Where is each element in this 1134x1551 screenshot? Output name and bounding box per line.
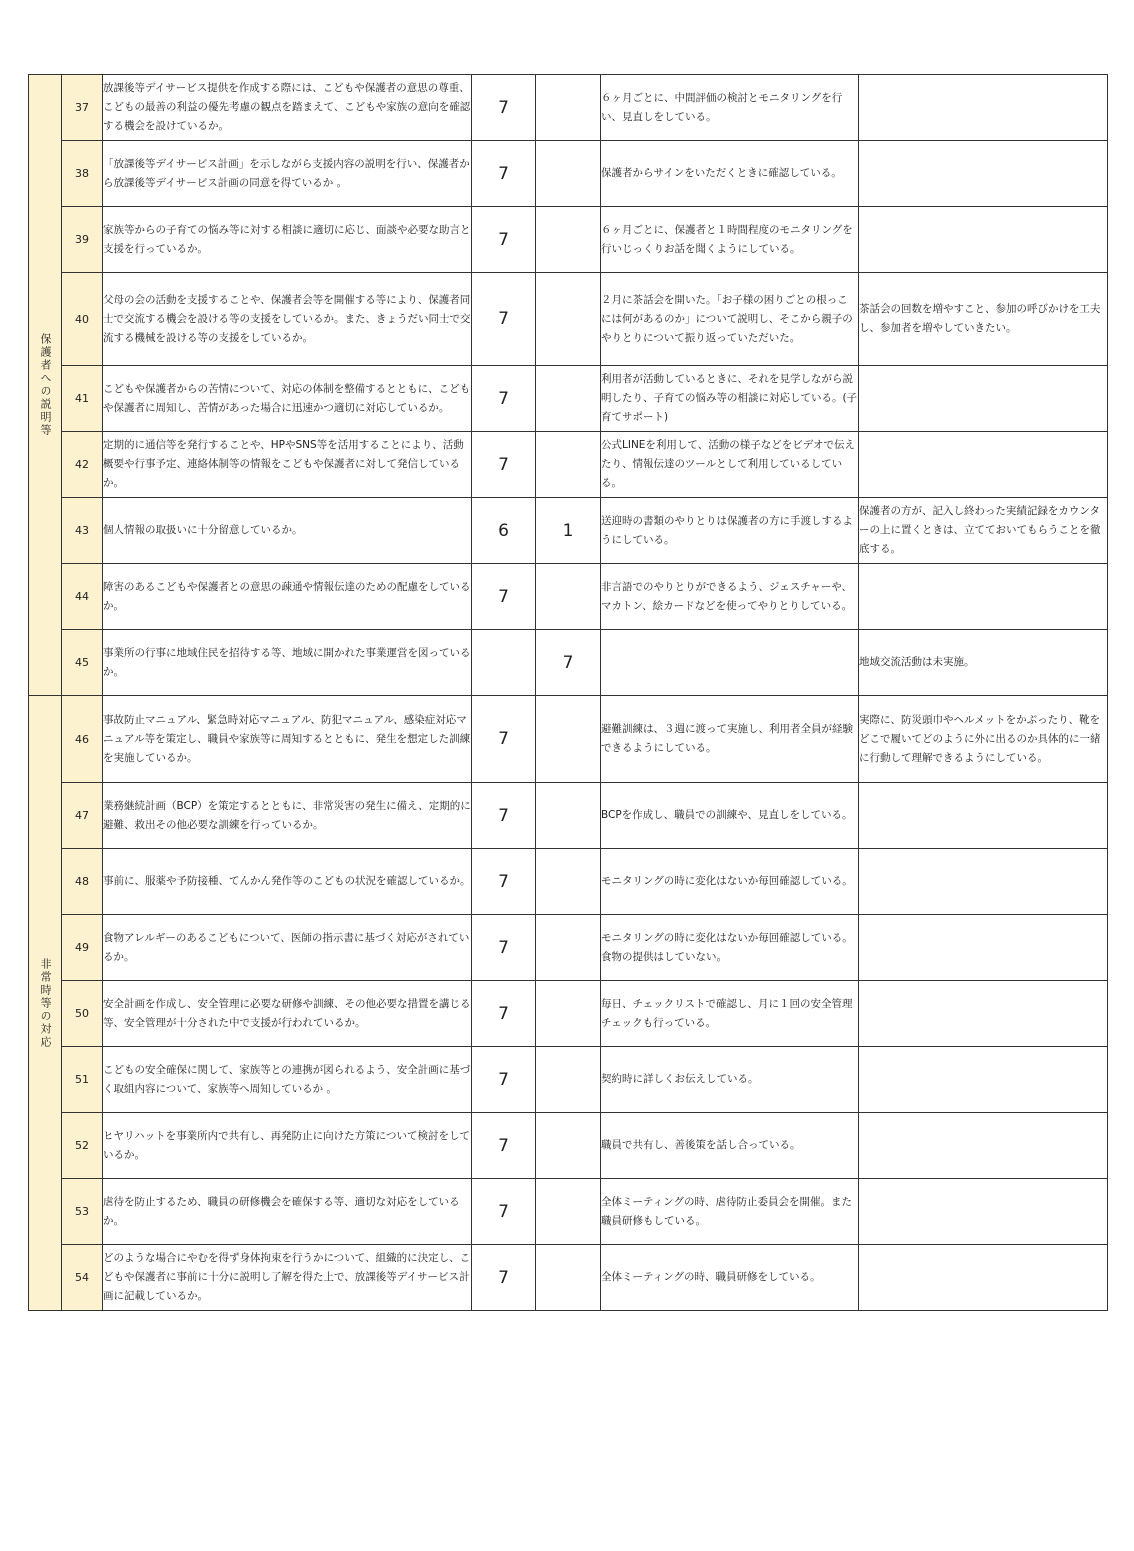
table-row bbox=[29, 849, 1108, 915]
action-text: 職員で共有し、善後策を話し合っている。 bbox=[601, 1113, 859, 1179]
action-text: モニタリングの時に変化はないか毎回確認している。 bbox=[601, 849, 859, 915]
no-count bbox=[536, 432, 601, 498]
table-row bbox=[29, 1179, 1108, 1245]
table-row bbox=[29, 783, 1108, 849]
item-number: 39 bbox=[62, 207, 103, 273]
action-text: 非言語でのやりとりができるよう、ジェスチャーや、マカトン、絵カードなどを使ってやりとりしている。 bbox=[601, 564, 859, 630]
question-text: 事前に、服薬や予防接種、てんかん発作等のこどもの状況を確認しているか。 bbox=[103, 849, 472, 915]
improvement-text: 保護者の方が、記入し終わった実績記録をカウンターの上に置くときは、立てておいてもらうことを徹底する。 bbox=[859, 498, 1108, 564]
question-text: 「放課後等デイサービス計画」を示しながら支援内容の説明を行い、保護者から放課後等デイサービス計画の同意を得ているか 。 bbox=[103, 141, 472, 207]
action-text: 公式LINEを利用して、活動の様子などをビデオで伝えたり、情報伝達のツールとして利用しているしている。 bbox=[601, 432, 859, 498]
action-text: 全体ミーティングの時、職員研修をしている。 bbox=[601, 1245, 859, 1311]
item-number: 50 bbox=[62, 981, 103, 1047]
improvement-text bbox=[859, 981, 1108, 1047]
action-text: 利用者が活動しているときに、それを見学しながら説明したり、子育ての悩み等の相談に対応している。(子育てサポート) bbox=[601, 366, 859, 432]
question-text: 虐待を防止するため、職員の研修機会を確保する等、適切な対応をしているか。 bbox=[103, 1179, 472, 1245]
action-text: モニタリングの時に変化はないか毎回確認している。食物の提供はしていない。 bbox=[601, 915, 859, 981]
table-row bbox=[29, 1047, 1108, 1113]
improvement-text bbox=[859, 141, 1108, 207]
question-text: 父母の会の活動を支援することや、保護者会等を開催する等により、保護者同士で交流する機会を設ける等の支援をしているか。また、きょうだい同士で交流する機械を設ける等の支援をしているか。 bbox=[103, 273, 472, 366]
improvement-text bbox=[859, 75, 1108, 141]
item-number: 46 bbox=[62, 696, 103, 783]
table-row bbox=[29, 207, 1108, 273]
item-number: 48 bbox=[62, 849, 103, 915]
no-count bbox=[536, 1245, 601, 1311]
yes-count: 6 bbox=[472, 498, 536, 564]
question-text: 放課後等デイサービス提供を作成する際には、こどもや保護者の意思の尊重、こどもの最善の利益の優先考慮の観点を踏まえて、こどもや家族の意向を確認する機会を設けているか。 bbox=[103, 75, 472, 141]
action-text: ６ヶ月ごとに、保護者と１時間程度のモニタリングを行いじっくりお話を聞くようにしている。 bbox=[601, 207, 859, 273]
no-count bbox=[536, 981, 601, 1047]
table-row bbox=[29, 1113, 1108, 1179]
table-row bbox=[29, 915, 1108, 981]
table-row bbox=[29, 141, 1108, 207]
table-row bbox=[29, 564, 1108, 630]
action-text: ２月に茶話会を開いた。「お子様の困りごとの根っこには何があるのか」について説明し、そこから親子のやりとりについて振り返っていただいた。 bbox=[601, 273, 859, 366]
no-count bbox=[536, 366, 601, 432]
yes-count: 7 bbox=[472, 1179, 536, 1245]
question-text: 安全計画を作成し、安全管理に必要な研修や訓練、その他必要な措置を講じる等、安全管理が十分された中で支援が行われているか。 bbox=[103, 981, 472, 1047]
table-row bbox=[29, 432, 1108, 498]
item-number: 40 bbox=[62, 273, 103, 366]
improvement-text bbox=[859, 207, 1108, 273]
item-number: 52 bbox=[62, 1113, 103, 1179]
question-text: 事故防止マニュアル、緊急時対応マニュアル、防犯マニュアル、感染症対応マニュアル等を策定し、職員や家族等に周知するとともに、発生を想定した訓練を実施しているか。 bbox=[103, 696, 472, 783]
no-count bbox=[536, 1179, 601, 1245]
no-count bbox=[536, 1047, 601, 1113]
no-count bbox=[536, 915, 601, 981]
item-number: 49 bbox=[62, 915, 103, 981]
question-text: どのような場合にやむを得ず身体拘束を行うかについて、組織的に決定し、こどもや保護者に事前に十分に説明し了解を得た上で、放課後等デイサービス計画に記載しているか。 bbox=[103, 1245, 472, 1311]
item-number: 38 bbox=[62, 141, 103, 207]
table-row bbox=[29, 366, 1108, 432]
question-text: ヒヤリハットを事業所内で共有し、再発防止に向けた方策について検討をしているか。 bbox=[103, 1113, 472, 1179]
yes-count: 7 bbox=[472, 1245, 536, 1311]
yes-count: 7 bbox=[472, 207, 536, 273]
question-text: こどもの安全確保に関して、家族等との連携が図られるよう、安全計画に基づく取組内容について、家族等へ周知しているか 。 bbox=[103, 1047, 472, 1113]
action-text: 全体ミーティングの時、虐待防止委員会を開催。また職員研修もしている。 bbox=[601, 1179, 859, 1245]
improvement-text: 地域交流活動は未実施。 bbox=[859, 630, 1108, 696]
yes-count: 7 bbox=[472, 564, 536, 630]
improvement-text bbox=[859, 1179, 1108, 1245]
yes-count: 7 bbox=[472, 849, 536, 915]
yes-count: 7 bbox=[472, 432, 536, 498]
yes-count: 7 bbox=[472, 141, 536, 207]
improvement-text bbox=[859, 849, 1108, 915]
no-count bbox=[536, 273, 601, 366]
action-text: 保護者からサインをいただくときに確認している。 bbox=[601, 141, 859, 207]
improvement-text bbox=[859, 432, 1108, 498]
category-label: 非常時等の対応 bbox=[29, 696, 62, 1311]
yes-count: 7 bbox=[472, 75, 536, 141]
evaluation-table bbox=[28, 74, 1108, 1311]
improvement-text: 茶話会の回数を増やすこと、参加の呼びかけを工夫し、参加者を増やしていきたい。 bbox=[859, 273, 1108, 366]
improvement-text bbox=[859, 783, 1108, 849]
question-text: 定期的に通信等を発行することや、HPやSNS等を活用することにより、活動概要や行事予定、連絡体制等の情報をこどもや保護者に対して発信しているか。 bbox=[103, 432, 472, 498]
action-text: 避難訓練は、３週に渡って実施し、利用者全員が経験できるようにしている。 bbox=[601, 696, 859, 783]
no-count bbox=[536, 75, 601, 141]
table-row bbox=[29, 273, 1108, 366]
item-number: 44 bbox=[62, 564, 103, 630]
item-number: 41 bbox=[62, 366, 103, 432]
action-text: 毎日、チェックリストで確認し、月に１回の安全管理チェックも行っている。 bbox=[601, 981, 859, 1047]
no-count bbox=[536, 564, 601, 630]
improvement-text bbox=[859, 564, 1108, 630]
yes-count: 7 bbox=[472, 366, 536, 432]
yes-count: 7 bbox=[472, 273, 536, 366]
yes-count: 7 bbox=[472, 696, 536, 783]
no-count bbox=[536, 849, 601, 915]
action-text: 契約時に詳しくお伝えしている。 bbox=[601, 1047, 859, 1113]
action-text: ６ヶ月ごとに、中間評価の検討とモニタリングを行い、見直しをしている。 bbox=[601, 75, 859, 141]
no-count bbox=[536, 783, 601, 849]
no-count bbox=[536, 141, 601, 207]
improvement-text bbox=[859, 1047, 1108, 1113]
item-number: 37 bbox=[62, 75, 103, 141]
no-count: 7 bbox=[536, 630, 601, 696]
item-number: 43 bbox=[62, 498, 103, 564]
table-row bbox=[29, 981, 1108, 1047]
table-row bbox=[29, 75, 1108, 141]
table-row bbox=[29, 498, 1108, 564]
item-number: 54 bbox=[62, 1245, 103, 1311]
table-row bbox=[29, 630, 1108, 696]
no-count: 1 bbox=[536, 498, 601, 564]
question-text: 食物アレルギーのあるこどもについて、医師の指示書に基づく対応がされているか。 bbox=[103, 915, 472, 981]
yes-count bbox=[472, 630, 536, 696]
item-number: 47 bbox=[62, 783, 103, 849]
item-number: 51 bbox=[62, 1047, 103, 1113]
no-count bbox=[536, 696, 601, 783]
question-text: 事業所の行事に地域住民を招待する等、地域に開かれた事業運営を図っているか。 bbox=[103, 630, 472, 696]
action-text: BCPを作成し、職員での訓練や、見直しをしている。 bbox=[601, 783, 859, 849]
improvement-text bbox=[859, 1113, 1108, 1179]
no-count bbox=[536, 207, 601, 273]
yes-count: 7 bbox=[472, 915, 536, 981]
yes-count: 7 bbox=[472, 1047, 536, 1113]
item-number: 53 bbox=[62, 1179, 103, 1245]
no-count bbox=[536, 1113, 601, 1179]
question-text: こどもや保護者からの苦情について、対応の体制を整備するとともに、こどもや保護者に周知し、苦情があった場合に迅速かつ適切に対応しているか。 bbox=[103, 366, 472, 432]
question-text: 個人情報の取扱いに十分留意しているか。 bbox=[103, 498, 472, 564]
item-number: 45 bbox=[62, 630, 103, 696]
question-text: 家族等からの子育ての悩み等に対する相談に適切に応じ、面談や必要な助言と支援を行っているか。 bbox=[103, 207, 472, 273]
improvement-text bbox=[859, 366, 1108, 432]
action-text: 送迎時の書類のやりとりは保護者の方に手渡しするようにしている。 bbox=[601, 498, 859, 564]
table-row bbox=[29, 696, 1108, 783]
action-text bbox=[601, 630, 859, 696]
table-row bbox=[29, 1245, 1108, 1311]
yes-count: 7 bbox=[472, 783, 536, 849]
yes-count: 7 bbox=[472, 1113, 536, 1179]
category-label: 保護者への説明等 bbox=[29, 75, 62, 696]
item-number: 42 bbox=[62, 432, 103, 498]
yes-count: 7 bbox=[472, 981, 536, 1047]
question-text: 障害のあるこどもや保護者との意思の疎通や情報伝達のための配慮をしているか。 bbox=[103, 564, 472, 630]
improvement-text: 実際に、防災頭巾やヘルメットをかぶったり、靴をどこで履いてどのように外に出るのか具体的に一緒に行動して理解できるようにしている。 bbox=[859, 696, 1108, 783]
improvement-text bbox=[859, 915, 1108, 981]
improvement-text bbox=[859, 1245, 1108, 1311]
question-text: 業務継続計画（BCP）を策定するとともに、非常災害の発生に備え、定期的に避難、救出その他必要な訓練を行っているか。 bbox=[103, 783, 472, 849]
